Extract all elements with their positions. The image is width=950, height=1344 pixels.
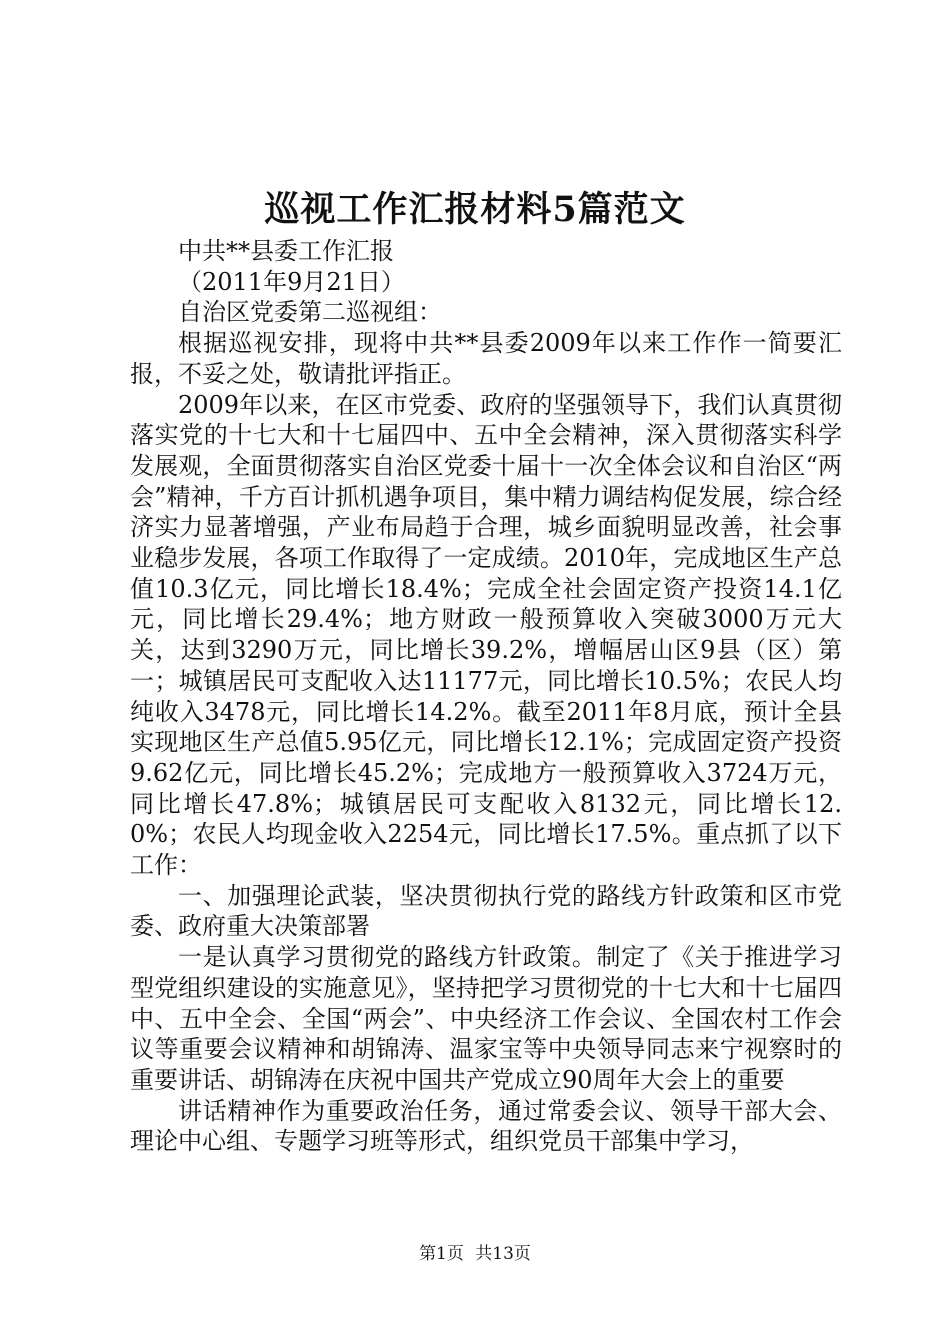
section-heading: 一、加强理论武装，坚决贯彻执行党的路线方针政策和区市党委、政府重大决策部署 <box>130 881 842 941</box>
document-title: 巡视工作汇报材料5篇范文 <box>264 189 686 230</box>
paragraph: 2009年以来，在区市党委、政府的坚强领导下，我们认真贯彻落实党的十七大和十七届四中、五中全会精神，深入贯彻落实科学发展观，全面贯彻落实自治区党委十届十一次全体会议和自治区“两会”精神，千方百计抓机遇争项目，集中精力调结构促发展，综合经济实力显著增强，产业布局趋于合理，城乡面貌明显改善，社会事业稳步发展，各项工作取得了一定成绩。2010年，完成地区生产总值10.3亿元，同比增长18.4%；完成全社会固定资产投资14.1亿元，同比增长29.4%；地方财政一般预算收入突破3000万元大关，达到3290万元，同比增长39.2%，增幅居山区9县（区）第一；城镇居民可支配收入达11177元，同比增长10.5%；农民人均纯收入3478元，同比增长14.2%。截至2011年8月底，预计全县实现地区生产总值5.95亿元，同比增长12.1%；完成固定资产投资9.62亿元，同比增长45.2%；完成地方一般预算收入3724万元，同比增长47.8%；城镇居民可支配收入8132元，同比增长12.0%；农民人均现金收入2254元，同比增长17.5%。重点抓了以下工作： <box>130 390 842 880</box>
page-footer <box>0 1243 950 1265</box>
heading-line: 中共**县委工作汇报 <box>178 237 394 265</box>
paragraph: 讲话精神作为重要政治任务，通过常委会议、领导干部大会、理论中心组、专题学习班等形式，组织党员干部集中学习， <box>130 1096 842 1156</box>
page-total: 共13页 <box>475 1244 531 1264</box>
paragraph: 根据巡视安排，现将中共**县委2009年以来工作作一简要汇报，不妥之处，敬请批评指正。 <box>130 329 842 388</box>
date-line: （2011年9月21日） <box>178 267 405 296</box>
paragraph: 一是认真学习贯彻党的路线方针政策。制定了《关于推进学习型党组织建设的实施意见》，坚持把学习贯彻党的十七大和十七届四中、五中全会、全国“两会”、中央经济工作会议、全国农村工作会议等重要会议精神和胡锦涛、温家宝等中央领导同志来宁视察时的重要讲话、胡锦涛在庆祝中国共产党成立90周年大会上的重要 <box>130 943 842 1094</box>
salutation: 自治区党委第二巡视组： <box>178 298 442 327</box>
document-body <box>130 236 842 1157</box>
page-number: 第1页 <box>419 1244 464 1264</box>
